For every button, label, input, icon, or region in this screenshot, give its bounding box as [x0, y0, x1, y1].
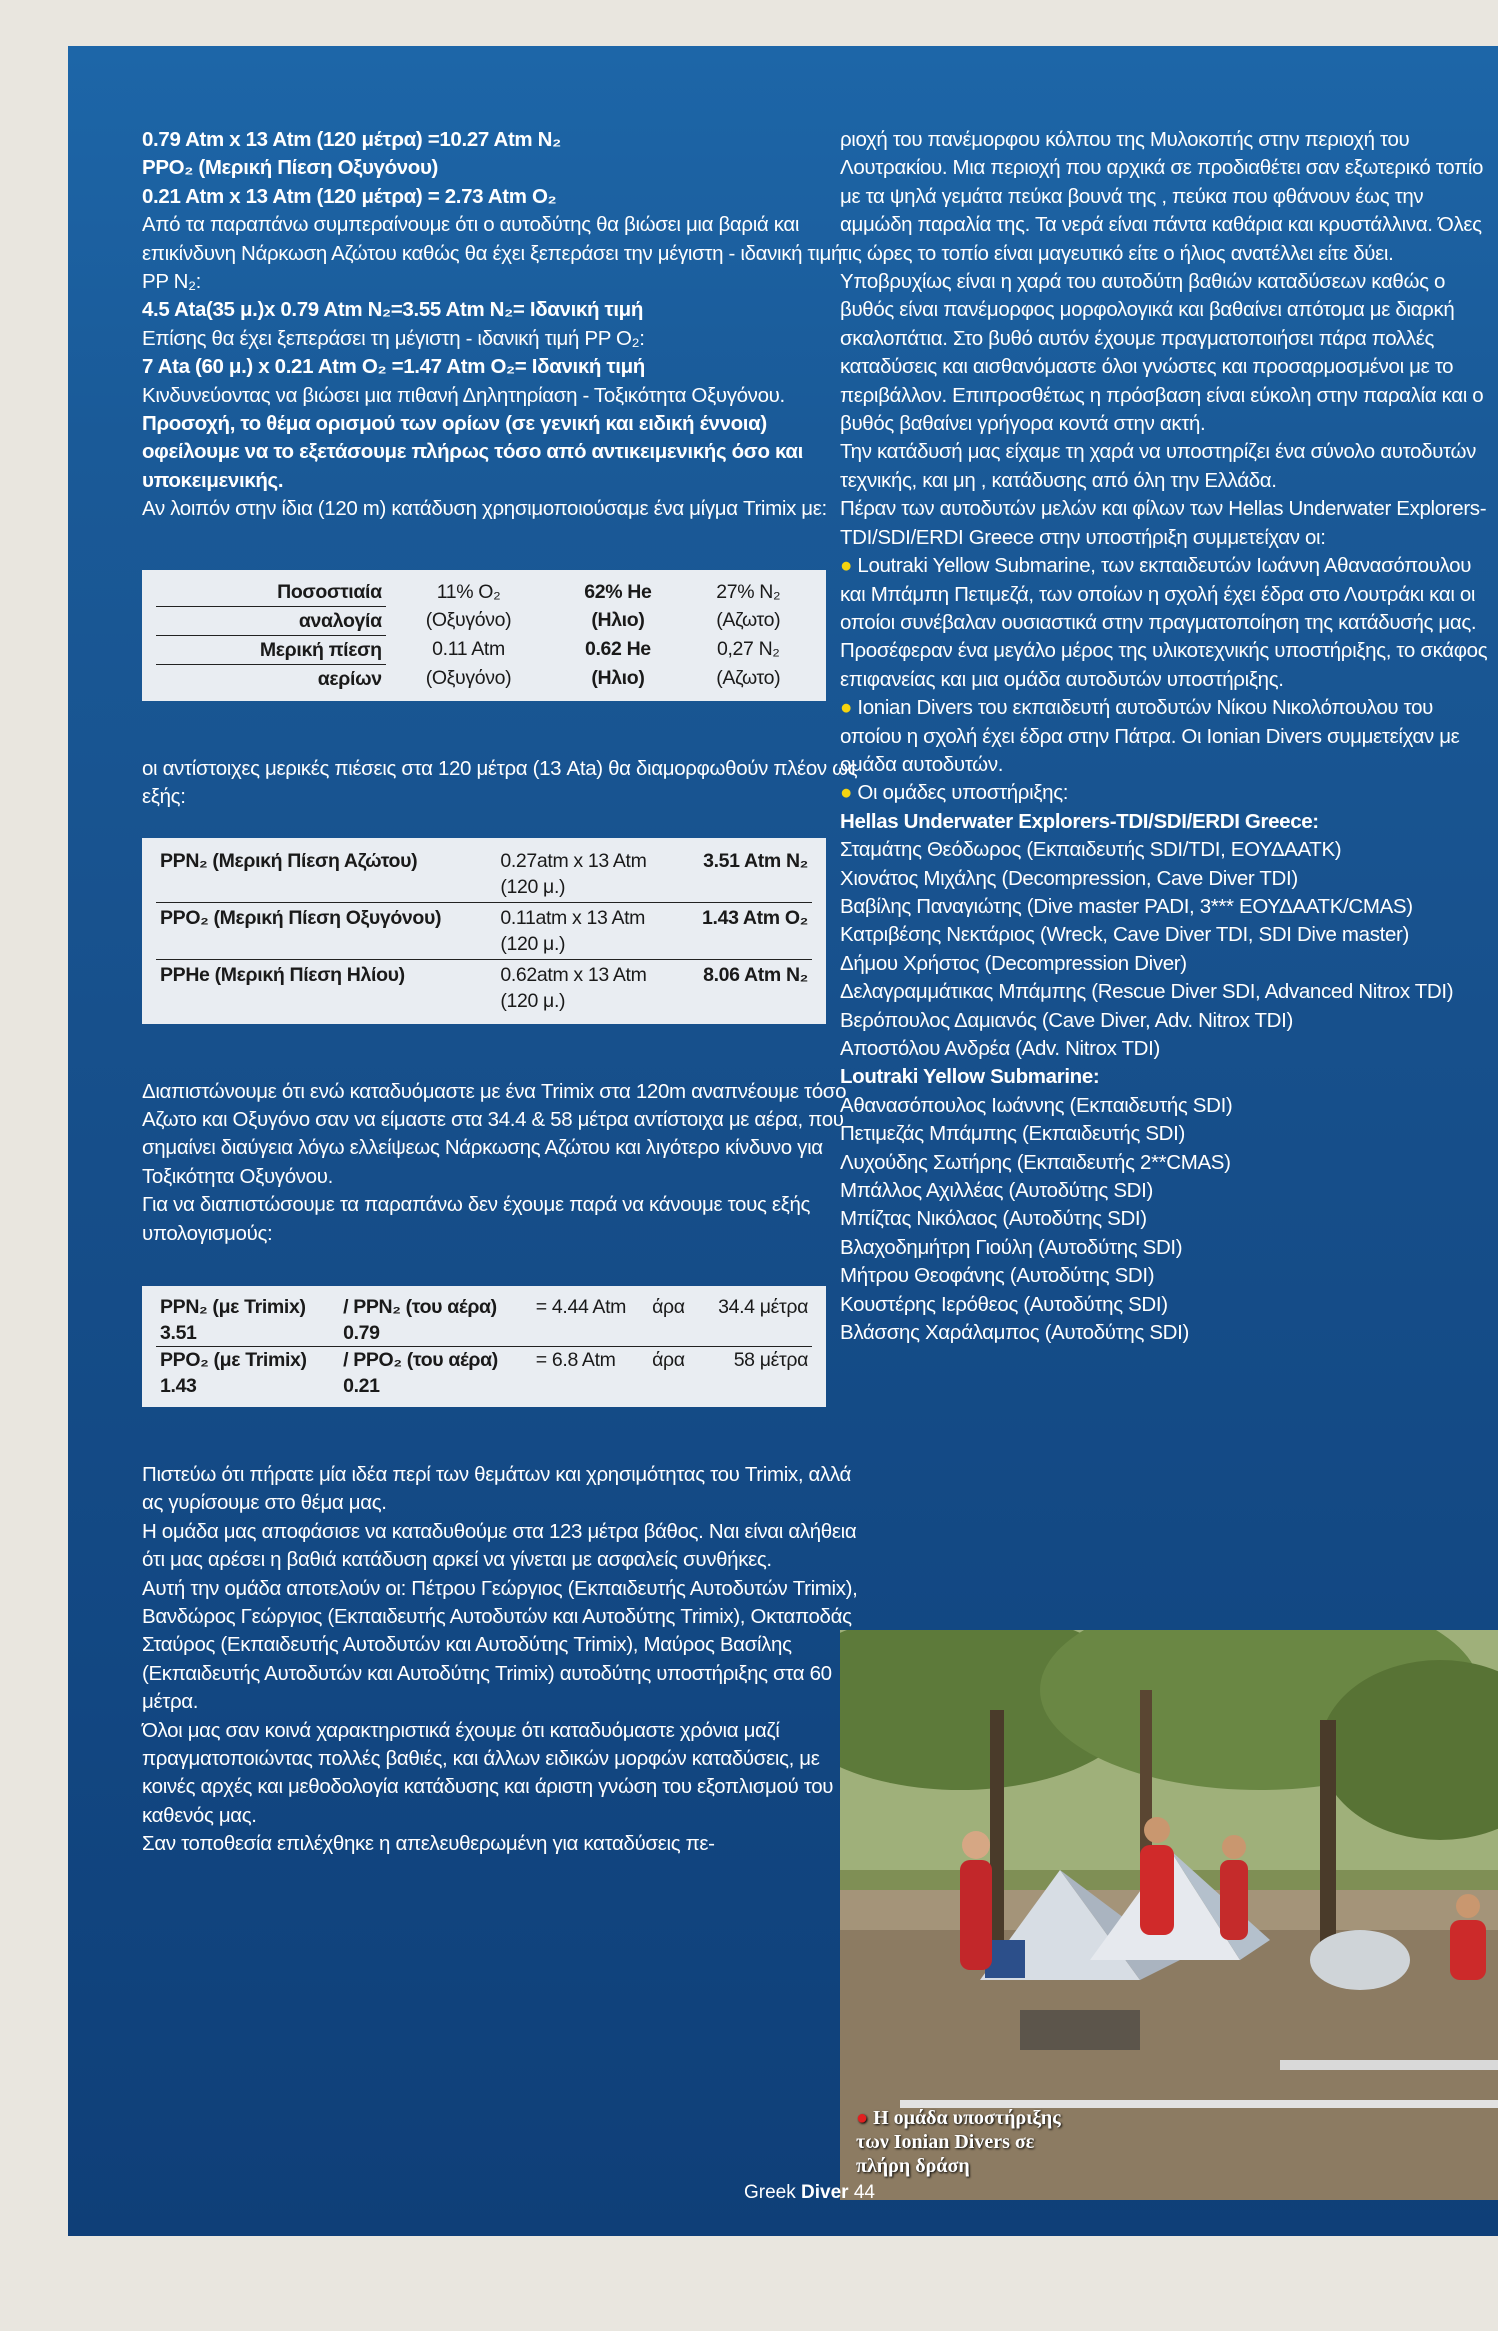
he-cell: 62% He	[584, 580, 652, 603]
n2-cell: (Αζωτο)	[716, 667, 781, 690]
ratio-so: άρα	[652, 1295, 685, 1318]
paragraph: ριοχή του πανέμορφου κόλπου της Μυλοκοπής στην περιοχή του Λουτρακίου. Μια περιοχή που αρχικά σε προδιαθέτει σαν εξωτερικό τοπίο με τα ψηλά γεμάτα πεύκα βουνά της , πεύκα που φθάνουν έως την αμμώδη παραλία της. Τα νερά είναι πάντα καθάρια και κρυστάλλινα. Όλες τις ώρες το τοπίο είναι μαγευτικό είτε ο ήλιος ανατέλλει είτε δύει. Υποβρυχίως είναι η χαρά του αυτοδύτη βαθιών καταδύσεων καθώς ο βυθός είναι πανέμορφος μορφολογικά και βαθαίνει απότομα με διαρκή σκαλοπάτια. Στο βυθό αυτόν έχουμε πραγματοποιήσει πάρα πολλές καταδύσεις και αισθανόμαστε όλοι γνώστες και προσαρμοσμένοι με το περιβάλλον. Επιπροσθέτως η πρόσβαση είναι εύκολη στην παραλία και ο βυθός βαθαίνει γρήγορα κοντά στην ακτή.	[840, 128, 1484, 436]
he-cell: (Ηλιο)	[591, 667, 645, 690]
team-member: Αποστόλου Ανδρέα (Adv. Nitrox TDI)	[840, 1037, 1160, 1060]
team-member: Βλαχοδημήτρη Γιούλη (Αυτοδύτης SDI)	[840, 1235, 1183, 1259]
he-cell: (Ηλιο)	[591, 609, 645, 632]
team-member: Μπίζτας Νικόλαος (Αυτοδύτης SDI)	[840, 1207, 1147, 1231]
team-member: Βερόπουλος Δαμιανός (Cave Diver, Adv. Nitrox TDI)	[840, 1008, 1293, 1032]
bullet-item: ● Ionian Divers του εκπαιδευτή αυτοδυτών Νίκου Νικολόπουλου του οποίου η σχολή έχει έδρα στην Πάτρα. Οι Ionian Divers συμμετείχαν με ομάδα αυτοδυτών.	[840, 696, 1460, 776]
camp-photo	[840, 1630, 1498, 2200]
warning-paragraph: Προσοχή, το θέμα ορισμού των ορίων (σε γενική και ειδική έννοια) οφείλουμε να το εξετάσουμε πλήρως τόσο από αντικειμενικής όσο και υποκειμενικής.	[142, 412, 803, 492]
table-row	[156, 1373, 812, 1399]
ideal-n2-line: 4.5 Ata(35 μ.)x 0.79 Atm N₂=3.55 Atm N₂= Ιδανική τιμή	[142, 298, 644, 322]
table-row	[156, 1320, 812, 1347]
page-number: 44	[853, 2182, 875, 2203]
table-row	[156, 664, 812, 693]
team-member: Σταμάτης Θεόδωρος (Εκπαιδευτής SDI/TDI, ΕΟΥΔΑΑΤΚ)	[840, 838, 1342, 862]
team-member: Βαβίλης Παναγιώτης (Dive master PADI, 3*** ΕΟΥΔΑΑΤΚ/CMAS)	[840, 894, 1413, 918]
table-row	[156, 1294, 812, 1320]
pp-calc: 0.27atm x 13 Atm (120 μ.)	[496, 846, 677, 903]
table-row	[156, 1346, 812, 1373]
ratio-denominator: 0.21	[343, 1374, 380, 1397]
ratio-so: άρα	[652, 1348, 685, 1371]
n2-cell: (Αζωτο)	[716, 609, 781, 632]
ratio-depth: 34.4 μέτρα	[718, 1295, 808, 1318]
ratio-den-label: / PPN₂ (του αέρα)	[343, 1295, 497, 1318]
pp-name: PPN₂ (Μερική Πίεση Αζώτου)	[156, 846, 496, 903]
paragraph: Αν λοιπόν στην ίδια (120 m) κατάδυση χρησιμοποιούσαμε ένα μίγμα Trimix με:	[142, 497, 827, 521]
ratio-numerator: 1.43	[160, 1374, 197, 1397]
n2-cell: 0,27 N₂	[716, 638, 780, 661]
paragraph: Πέραν των αυτοδυτών μελών και φίλων των Hellas Underwater Explorers-TDI/SDI/ERDI Greece στην υποστήριξη συμμετείχαν οι:	[840, 497, 1487, 549]
table-row	[156, 902, 812, 959]
bullet-item: ● Loutraki Yellow Submarine, των εκπαιδευτών Ιωάννη Αθανασόπουλου και Μπάμπη Πετιμεζά, των οποίων η σχολή έχει έδρα στο Λουτράκι και οι οποίοι συνέβαλαν ουσιαστικά στην πραγματοποίηση της κατάδυσής μας. Προσέφεραν ένα μεγάλο μέρος της υλικοτεχνικής υποστήριξης, το σκάφος επιφανείας και μια ομάδα αυτοδυτών υποστήριξης.	[840, 554, 1488, 691]
ratio-denominator: 0.79	[339, 1320, 532, 1347]
row-label: αερίων	[317, 667, 382, 690]
team-member: Βλάσσης Χαράλαμπος (Αυτοδύτης SDI)	[840, 1321, 1189, 1345]
team-heading: Loutraki Yellow Submarine:	[840, 1065, 1100, 1089]
team-member: Μήτρου Θεοφάνης (Αυτοδύτης SDI)	[840, 1264, 1155, 1288]
pp-name: PPHe (Μερική Πίεση Ηλίου)	[160, 963, 405, 986]
row-label: Μερική πίεση	[156, 635, 386, 664]
mix-table	[142, 570, 826, 701]
ratio-num-label: PPN₂ (με Trimix)	[160, 1295, 306, 1318]
he-cell: 0.62 He	[584, 638, 651, 661]
table-row	[156, 578, 812, 607]
team-member: Πετιμεζάς Μπάμπης (Εκπαιδευτής SDI)	[840, 1122, 1185, 1146]
calc-line-n2: 0.79 Atm x 13 Atm (120 μέτρα) =10.27 Atm N₂	[142, 128, 561, 151]
team-member: Κουστέρης Ιερόθεος (Αυτοδύτης SDI)	[840, 1292, 1168, 1316]
ratio-table	[142, 1286, 826, 1407]
row-label: αναλογία	[156, 606, 386, 635]
magazine-page	[68, 46, 1498, 2236]
table-row	[156, 959, 812, 1016]
team-heading: Hellas Underwater Explorers-TDI/SDI/ERDI Greece:	[840, 809, 1319, 833]
partial-pressure-table	[142, 838, 826, 1024]
o2-cell: 11% O₂	[436, 580, 501, 603]
ratio-depth: 58 μέτρα	[733, 1348, 808, 1371]
paragraph: Αυτή την ομάδα αποτελούν οι: Πέτρου Γεώργιος (Εκπαιδευτής Αυτοδυτών Trimix), Βανδώρος Γεώργιος (Εκπαιδευτής Αυτοδυτών και Αυτοδύτης Trimix), Οκταποδάς Σταύρος (Εκπαιδευτής Αυτοδυτών και Αυτοδύτης Trimix), Μαύρος Βασίλης (Εκπαιδευτής Αυτοδυτών και Αυτοδύτης Trimix) αυτοδύτης υποστήριξης στα 60 μέτρα.	[142, 1576, 858, 1714]
paragraph: Για να διαπιστώσουμε τα παραπάνω δεν έχουμε παρά να κάνουμε τους εξής υπολογισμούς:	[142, 1193, 811, 1245]
ratio-value: = 4.44 Atm	[535, 1295, 627, 1318]
o2-cell: (Οξυγόνο)	[425, 609, 512, 632]
o2-cell: 0.11 Atm	[432, 638, 505, 661]
ratio-numerator: 3.51	[156, 1320, 339, 1347]
left-column	[142, 126, 864, 1859]
paragraph: Την κατάδυσή μας είχαμε τη χαρά να υποστηρίζει ένα σύνολο αυτοδυτών τεχνικής, και μη , κατάδυσης από όλη την Ελλάδα.	[840, 440, 1477, 492]
team-member: Χιονάτος Μιχάλης (Decompression, Cave Diver TDI)	[840, 866, 1298, 890]
pp-result: 1.43 Atm O₂	[678, 902, 812, 959]
table-row	[156, 635, 812, 664]
pp-name: PPO₂ (Μερική Πίεση Οξυγόνου)	[156, 902, 496, 959]
ratio-num-label: PPO₂ (με Trimix)	[160, 1348, 307, 1371]
brand-diver: Diver	[801, 2182, 849, 2203]
row-label: Ποσοστιαία	[156, 578, 386, 607]
paragraph: Όλοι μας σαν κοινά χαρακτηριστικά έχουμε ότι καταδυόμαστε χρόνια μαζί πραγματοποιώντας πολλές βαθιές, και άλλων ειδικών μορφών καταδύσεις, με κοινές αρχές και μεθοδολογία κατάδυσης και άριστη γνώση του εξοπλισμού του καθενός μας.	[142, 1718, 834, 1827]
paragraph: Σαν τοποθεσία επιλέχθηκε η απελευθερωμένη για καταδύσεις πε-	[142, 1832, 715, 1856]
calc-line-o2: 0.21 Atm x 13 Atm (120 μέτρα) = 2.73 Atm O₂	[142, 184, 557, 208]
pp-result: 8.06 Atm N₂	[703, 963, 808, 986]
paragraph: Η ομάδα μας αποφάσισε να καταδυθούμε στα 123 μέτρα βάθος. Ναι είναι αλήθεια ότι μας αρέσει η βαθιά κατάδυση αρκεί να γίνεται με ασφαλείς συνθήκες.	[142, 1519, 857, 1572]
table-row	[156, 606, 812, 635]
page-footer	[744, 2182, 875, 2204]
bullet-item: ● Οι ομάδες υποστήριξης:	[840, 781, 1069, 805]
paragraph: Από τα παραπάνω συμπεραίνουμε ότι ο αυτοδύτης θα βιώσει μια βαριά και επικίνδυνη Νάρκωση Αζώτου καθώς θα έχει ξεπεράσει την μέγιστη - ιδανική τιμή PP N₂:	[142, 213, 842, 294]
ratio-den-label: / PPO₂ (του αέρα)	[343, 1348, 498, 1371]
photo-caption: ● Η ομάδα υποστήριξης των Ionian Divers σε πλήρη δράση	[856, 2107, 1061, 2177]
team-member: Δελαγραμμάτικας Μπάμπης (Rescue Diver SDI, Advanced Nitrox TDI)	[840, 980, 1454, 1004]
bullet-icon: ●	[840, 781, 853, 805]
o2-cell: (Οξυγόνο)	[425, 667, 512, 690]
right-column	[840, 126, 1490, 1347]
paragraph: οι αντίστοιχες μερικές πιέσεις στα 120 μέτρα (13 Ata) θα διαμορφωθούν πλέον ως εξής:	[142, 756, 858, 809]
caption-bullet-icon: ●	[856, 2107, 869, 2129]
team-member: Δήμου Χρήστος (Decompression Diver)	[840, 951, 1187, 975]
paragraph: Επίσης θα έχει ξεπεράσει τη μέγιστη - ιδανική τιμή PP O₂:	[142, 326, 645, 350]
pp-result: 3.51 Atm N₂	[678, 846, 812, 903]
team-member: Μπάλλος Αχιλλέας (Αυτοδύτης SDI)	[840, 1179, 1153, 1203]
paragraph: Κινδυνεύοντας να βιώσει μια πιθανή Δηλητηρίαση - Τοξικότητα Οξυγόνου.	[142, 383, 785, 407]
pp-calc: 0.11atm x 13 Atm (120 μ.)	[496, 902, 677, 959]
ppo2-heading: PPO₂ (Μερική Πίεση Οξυγόνου)	[142, 156, 439, 180]
paragraph: Διαπιστώνουμε ότι ενώ καταδυόμαστε με ένα Trimix στα 120m αναπνέουμε τόσο Αζωτο και Οξυγόνο σαν να είμαστε στα 34.4 & 58 μέτρα αντίστοιχα με αέρα, που σημαίνει διαύγεια λόγω ελλείψεως Νάρκωσης Αζώτου και λιγότερο κίνδυνο για Τοξικότητα Οξυγόνου.	[142, 1079, 847, 1188]
ratio-value: = 6.8 Atm	[535, 1348, 616, 1371]
bullet-icon: ●	[840, 554, 853, 578]
team-member: Αθανασόπουλος Ιωάννης (Εκπαιδευτής SDI)	[840, 1093, 1233, 1117]
ideal-o2-line: 7 Ata (60 μ.) x 0.21 Atm O₂ =1.47 Atm O₂= Ιδανική τιμή	[142, 355, 645, 379]
team-member: Κατριβέσης Νεκτάριος (Wreck, Cave Diver TDI, SDI Dive master)	[840, 923, 1409, 947]
n2-cell: 27% N₂	[716, 580, 781, 603]
brand-greek: Greek	[744, 2182, 796, 2203]
paragraph: Πιστεύω ότι πήρατε μία ιδέα περί των θεμάτων και χρησιμότητας του Trimix, αλλά ας γυρίσουμε στο θέμα μας.	[142, 1462, 851, 1515]
table-row	[156, 846, 812, 903]
pp-calc: 0.62atm x 13 Atm (120 μ.)	[500, 963, 647, 1012]
team-member: Λυχούδης Σωτήρης (Εκπαιδευτής 2**CMAS)	[840, 1150, 1231, 1174]
bullet-icon: ●	[840, 696, 853, 720]
